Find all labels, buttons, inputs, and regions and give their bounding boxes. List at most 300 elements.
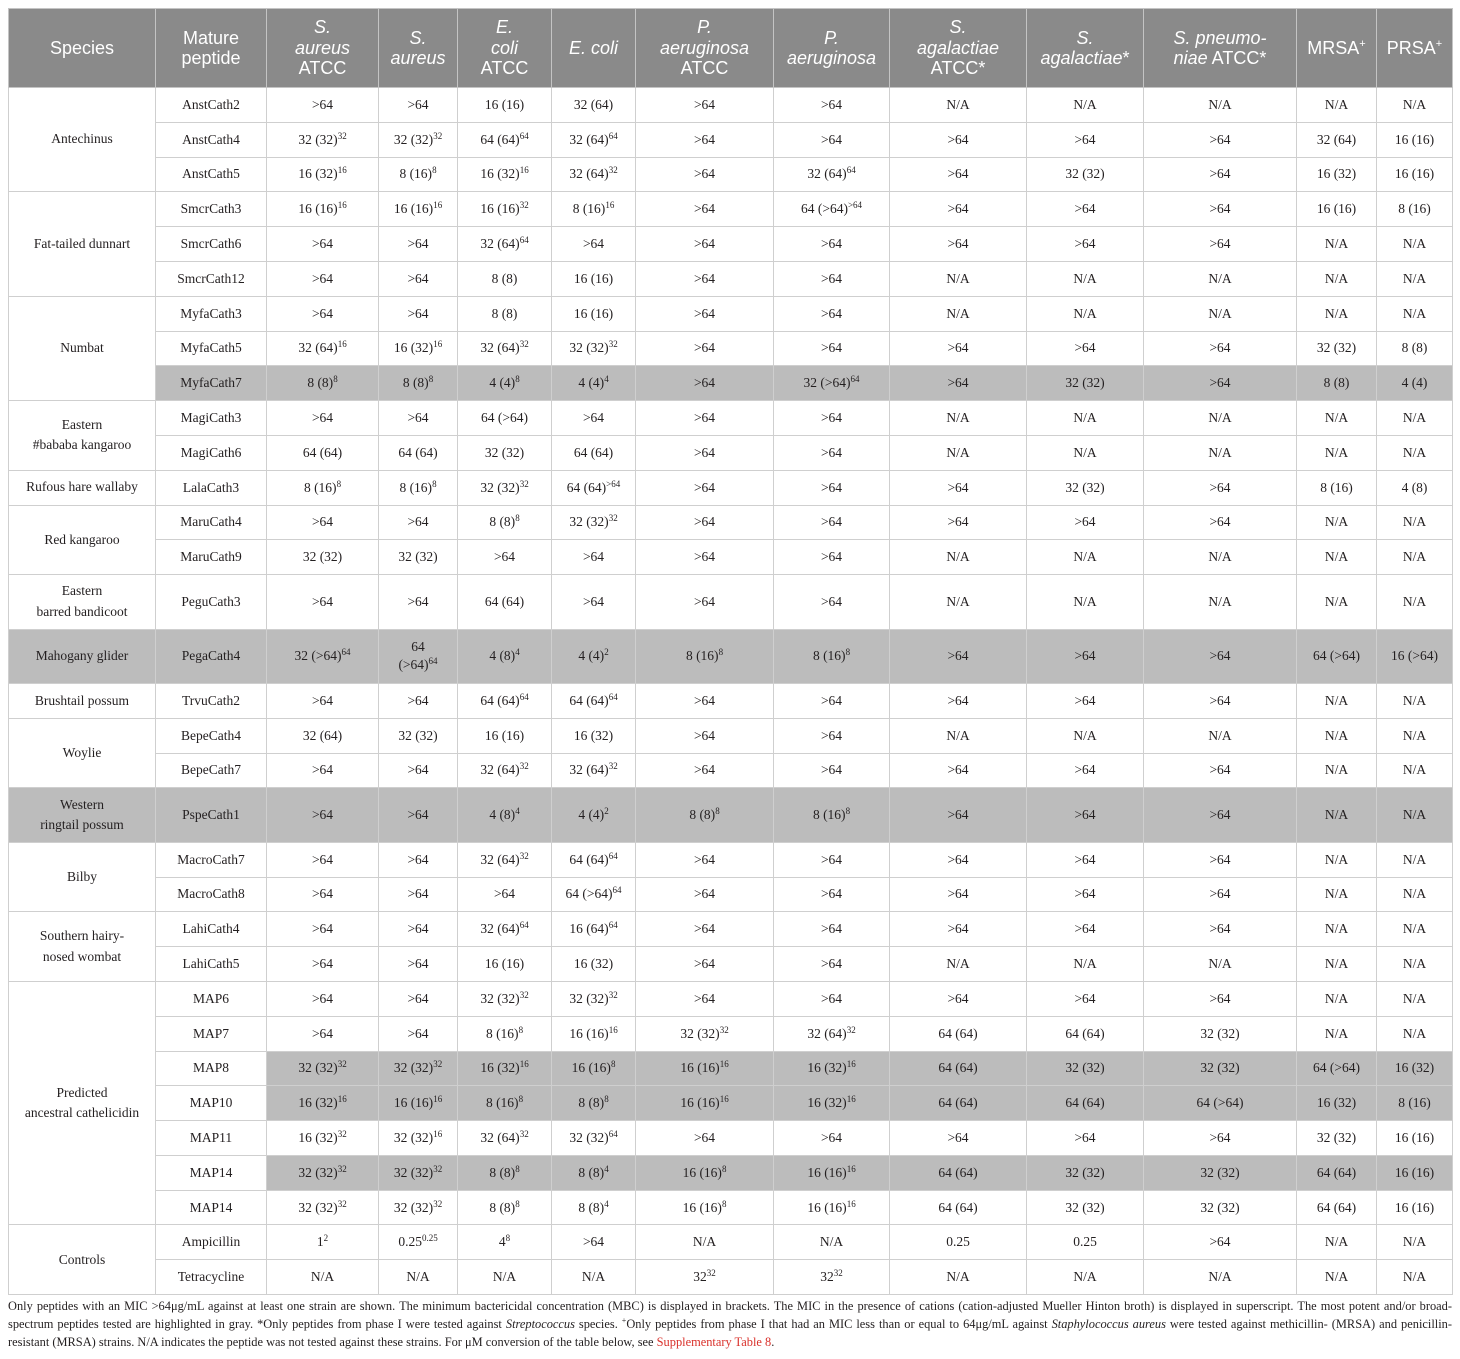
supplementary-table-link[interactable]: Supplementary Table 8 — [656, 1335, 772, 1349]
cell-s-agalactiae-atcc — [890, 505, 1027, 540]
cell-e-coli — [552, 122, 636, 157]
cell-s-aureus — [379, 261, 458, 296]
cell-value: >64 — [1074, 921, 1096, 937]
cell-value: 64 (64) — [302, 444, 343, 460]
cell-value: 64 (>64) — [398, 639, 429, 673]
header-text: ATCC* — [930, 58, 986, 79]
cell-value: >64 — [693, 851, 716, 867]
table-row — [9, 718, 1453, 753]
peptide-cell — [156, 947, 267, 982]
cell-p-aeruginosa-atcc — [636, 877, 774, 912]
cell-value: 32 (32) — [1065, 1060, 1105, 1076]
cell-prsa — [1377, 192, 1453, 227]
cell-value: 8 (16) — [399, 479, 433, 495]
cell-prsa — [1377, 1121, 1453, 1156]
cell-value: >64 — [1209, 375, 1231, 391]
cell-mrsa — [1297, 753, 1377, 788]
cell-s-aureus-atcc — [267, 788, 379, 842]
cell-s-aureus-atcc — [267, 470, 379, 505]
cell-e-coli-atcc — [458, 227, 552, 262]
cell-s-aureus — [379, 435, 458, 470]
peptide-name: MAP6 — [192, 990, 229, 1006]
cell-p-aeruginosa — [774, 401, 890, 436]
cell-s-pneumoniae-atcc — [1144, 540, 1297, 575]
table-row — [9, 366, 1453, 401]
peptide-cell — [156, 575, 267, 629]
cell-superscript: 32 — [608, 513, 618, 524]
cell-superscript: 8 — [515, 513, 520, 524]
cell-value: >64 — [1074, 1129, 1096, 1145]
cell-s-pneumoniae-atcc — [1144, 753, 1297, 788]
cell-prsa — [1377, 470, 1453, 505]
cell-prsa — [1377, 718, 1453, 753]
table-row — [9, 1051, 1453, 1086]
cell-e-coli-atcc — [458, 1121, 552, 1156]
cell-value: >64 — [1209, 692, 1231, 708]
cell-value: >64 — [947, 236, 969, 252]
cell-value: >64 — [820, 236, 843, 252]
cell-value: >64 — [820, 727, 843, 743]
cell-s-agalactiae — [1027, 1225, 1144, 1260]
cell-s-pneumoniae-atcc — [1144, 912, 1297, 947]
cell-value: N/A — [946, 549, 970, 565]
cell-e-coli — [552, 540, 636, 575]
peptide-cell — [156, 912, 267, 947]
header-text: S. — [949, 17, 967, 38]
header-text: coli — [490, 37, 518, 58]
cell-p-aeruginosa-atcc — [636, 1051, 774, 1086]
cell-value: 32 (32) — [393, 1199, 434, 1215]
cell-value: N/A — [1073, 956, 1097, 971]
cell-p-aeruginosa — [774, 505, 890, 540]
cell-e-coli — [552, 331, 636, 366]
cell-value: >64 — [693, 479, 716, 495]
header-text: aureus — [294, 37, 351, 58]
cell-s-agalactiae-atcc — [890, 296, 1027, 331]
cell-superscript: 4 — [515, 806, 520, 817]
cell-s-agalactiae — [1027, 331, 1144, 366]
cell-value: N/A — [1402, 990, 1427, 1006]
cell-superscript: 32 — [608, 339, 618, 350]
header-line — [269, 17, 376, 38]
cell-value: 32 (64) — [298, 340, 338, 356]
cell-superscript: 64 — [428, 656, 438, 667]
cell-value: 16 (16) — [680, 1060, 720, 1076]
species-cell — [9, 192, 156, 296]
peptide-name: MyfaCath5 — [180, 340, 242, 356]
table-row — [9, 505, 1453, 540]
cell-prsa — [1377, 88, 1453, 123]
cell-s-pneumoniae-atcc — [1144, 1086, 1297, 1121]
peptide-cell — [156, 753, 267, 788]
header-text: agalactiae — [1040, 48, 1123, 68]
cell-value: 32 (32) — [393, 131, 434, 147]
cell-value: >64 — [311, 956, 334, 971]
peptide-cell — [156, 296, 267, 331]
cell-value: >64 — [1074, 131, 1096, 147]
cell-mrsa — [1297, 981, 1377, 1016]
cell-s-aureus-atcc — [267, 88, 379, 123]
cell-value: N/A — [1402, 692, 1427, 708]
cell-value: 8 (8) — [578, 1199, 605, 1215]
cell-superscript: 8 — [428, 374, 434, 385]
cell-s-pneumoniae-atcc — [1144, 1121, 1297, 1156]
cell-mrsa — [1297, 575, 1377, 629]
cell-e-coli-atcc — [458, 470, 552, 505]
cell-s-aureus-atcc — [267, 981, 379, 1016]
cell-p-aeruginosa — [774, 842, 890, 877]
cell-value: 64 (64) — [480, 692, 520, 708]
caption-plus-mark: + — [621, 1316, 627, 1325]
cell-value: 32 (32) — [302, 549, 343, 565]
table-row — [9, 227, 1453, 262]
species-name: Eastern — [61, 583, 103, 599]
cell-value: >64 — [1209, 340, 1231, 356]
cell-value: 16 (16) — [1394, 1164, 1435, 1180]
cell-s-aureus — [379, 88, 458, 123]
cell-s-agalactiae — [1027, 88, 1144, 123]
cell-value: N/A — [1324, 886, 1349, 902]
cell-value: 32 (32) — [393, 1129, 434, 1145]
cell-p-aeruginosa-atcc — [636, 227, 774, 262]
cell-s-agalactiae-atcc — [890, 1086, 1027, 1121]
cell-superscript: 16 — [846, 1059, 856, 1070]
cell-value: N/A — [1208, 444, 1232, 460]
table-row — [9, 575, 1453, 629]
table-row — [9, 296, 1453, 331]
cell-mrsa — [1297, 366, 1377, 401]
cell-s-aureus-atcc — [267, 842, 379, 877]
cell-value: >64 — [1074, 886, 1096, 902]
cell-value: 32 (32) — [1065, 1164, 1105, 1180]
header-row — [9, 9, 1453, 88]
cell-value: >64 — [693, 514, 716, 530]
cell-value: >64 — [947, 201, 969, 217]
cell-e-coli-atcc — [458, 1086, 552, 1121]
header-species — [9, 9, 156, 88]
cell-s-agalactiae-atcc — [890, 261, 1027, 296]
cell-e-coli — [552, 1260, 636, 1295]
cell-s-pneumoniae-atcc — [1144, 1051, 1297, 1086]
cell-value: >64 — [820, 990, 843, 1006]
cell-p-aeruginosa — [774, 261, 890, 296]
cell-value: >64 — [1209, 990, 1231, 1006]
peptide-cell — [156, 1225, 267, 1260]
header-text: E. coli — [568, 37, 619, 58]
cell-value: 32 (32) — [1316, 1129, 1357, 1145]
cell-superscript: 32 — [833, 1268, 843, 1279]
cell-p-aeruginosa-atcc — [636, 366, 774, 401]
cell-s-aureus-atcc — [267, 947, 379, 982]
cell-value: 0.25 — [946, 1234, 970, 1250]
cell-value: 32 (32) — [1065, 479, 1105, 495]
cell-value: N/A — [1402, 851, 1427, 867]
cell-mrsa — [1297, 842, 1377, 877]
cell-s-aureus-atcc — [267, 435, 379, 470]
cell-s-aureus — [379, 947, 458, 982]
species-name: Bilby — [66, 868, 97, 884]
cell-value: 64 (>64) — [481, 410, 528, 426]
cell-value: 16 (16) — [573, 270, 614, 286]
cell-value: >64 — [582, 593, 605, 609]
header-line — [381, 48, 455, 69]
cell-s-aureus-atcc — [267, 1155, 379, 1190]
table-row — [9, 1155, 1453, 1190]
cell-s-aureus — [379, 788, 458, 842]
cell-mrsa — [1297, 192, 1377, 227]
cell-superscript: 8 — [610, 1059, 616, 1070]
cell-value: N/A — [1324, 692, 1349, 708]
cell-s-pneumoniae-atcc — [1144, 842, 1297, 877]
cell-value: >64 — [407, 1025, 429, 1041]
cell-p-aeruginosa-atcc — [636, 788, 774, 842]
cell-value: N/A — [1073, 727, 1097, 743]
cell-p-aeruginosa — [774, 331, 890, 366]
cell-value: >64 — [407, 410, 429, 426]
cell-s-agalactiae — [1027, 157, 1144, 192]
cell-s-agalactiae-atcc — [890, 981, 1027, 1016]
cell-s-agalactiae-atcc — [890, 435, 1027, 470]
cell-s-agalactiae-atcc — [890, 122, 1027, 157]
cell-value: 16 (32) — [1394, 1060, 1435, 1076]
cell-value: 64 (64) — [938, 1025, 978, 1041]
cell-e-coli-atcc — [458, 157, 552, 192]
cell-value: >64 — [693, 444, 716, 460]
cell-value: >64 — [820, 1129, 843, 1145]
cell-value: >64 — [820, 851, 843, 867]
cell-e-coli — [552, 788, 636, 842]
header-e-coli-atcc — [458, 9, 552, 88]
cell-p-aeruginosa-atcc — [636, 1086, 774, 1121]
header-line — [554, 38, 633, 59]
cell-prsa — [1377, 122, 1453, 157]
header-text: S. — [313, 17, 331, 38]
cell-value: 32 (32) — [569, 990, 609, 1006]
cell-value: 16 (16) — [807, 1164, 847, 1180]
peptide-name: MAP11 — [189, 1129, 233, 1145]
cell-value: 8 (16) — [1398, 1095, 1431, 1111]
cell-e-coli-atcc — [458, 435, 552, 470]
cell-value: >64 — [947, 886, 969, 902]
header-text: S. — [409, 27, 427, 48]
cell-value: N/A — [946, 593, 970, 609]
cell-s-agalactiae-atcc — [890, 788, 1027, 842]
cell-value: N/A — [1073, 96, 1097, 112]
cell-superscript: 16 — [337, 1094, 347, 1105]
cell-s-aureus — [379, 1155, 458, 1190]
cell-prsa — [1377, 981, 1453, 1016]
cell-value: 16 (16) — [1394, 1199, 1435, 1215]
cell-value: >64 — [407, 807, 429, 823]
header-mrsa — [1297, 9, 1377, 88]
peptide-name: MagiCath3 — [180, 410, 242, 426]
cell-value: >64 — [820, 593, 843, 609]
cell-value: >64 — [693, 549, 716, 565]
cell-s-pneumoniae-atcc — [1144, 1260, 1297, 1295]
cell-mrsa — [1297, 877, 1377, 912]
cell-value: N/A — [1402, 236, 1427, 252]
peptide-name: MAP8 — [192, 1060, 229, 1076]
species-cell — [9, 505, 156, 575]
cell-s-aureus — [379, 227, 458, 262]
cell-value: 32 (32) — [1065, 166, 1105, 182]
cell-value: N/A — [1324, 1234, 1349, 1250]
cell-e-coli-atcc — [458, 1016, 552, 1051]
cell-value: 16 (32) — [298, 1129, 338, 1145]
table-row — [9, 629, 1453, 683]
peptide-name: MacroCath8 — [177, 886, 245, 902]
peptide-name: PspeCath1 — [182, 807, 240, 823]
header-text: niae — [1173, 48, 1208, 68]
cell-s-pneumoniae-atcc — [1144, 470, 1297, 505]
cell-value: N/A — [1402, 1234, 1427, 1250]
cell-superscript: 32 — [519, 761, 529, 772]
cell-s-aureus-atcc — [267, 1051, 379, 1086]
cell-value: 16 (16) — [1394, 166, 1435, 182]
header-text: Species — [49, 37, 115, 58]
cell-e-coli-atcc — [458, 192, 552, 227]
header-line — [381, 28, 455, 49]
cell-value: N/A — [1402, 305, 1427, 321]
cell-superscript: 64 — [846, 165, 856, 176]
cell-value: 32 (32) — [569, 340, 609, 356]
peptide-name: MaruCath4 — [180, 514, 242, 530]
species-name: Brushtail possum — [34, 692, 130, 708]
cell-superscript: 16 — [433, 339, 443, 350]
cell-value: N/A — [1324, 514, 1349, 530]
cell-value: N/A — [406, 1269, 430, 1285]
cell-mrsa — [1297, 122, 1377, 157]
cell-value: N/A — [946, 444, 970, 460]
cell-s-agalactiae — [1027, 435, 1144, 470]
cell-superscript: 8 — [845, 647, 851, 658]
cell-mrsa — [1297, 331, 1377, 366]
cell-value: N/A — [1402, 1269, 1427, 1285]
cell-value: 16 (16) — [680, 1095, 720, 1111]
cell-value: 32 (32) — [480, 990, 520, 1006]
cell-s-agalactiae — [1027, 1051, 1144, 1086]
cell-value: N/A — [1402, 410, 1427, 426]
cell-s-agalactiae — [1027, 540, 1144, 575]
cell-value: 16 (16) — [682, 1199, 722, 1215]
cell-value: N/A — [1324, 956, 1349, 971]
cell-p-aeruginosa — [774, 981, 890, 1016]
peptide-cell — [156, 366, 267, 401]
cell-value: >64 — [693, 270, 716, 286]
species-name: nosed wombat — [42, 948, 122, 964]
cell-s-aureus — [379, 122, 458, 157]
cell-value: >64 — [1074, 648, 1096, 664]
cell-value: >64 — [311, 236, 334, 252]
species-name: Antechinus — [51, 131, 113, 147]
cell-value: >64 — [1209, 514, 1231, 530]
cell-value: >64 — [1209, 1234, 1231, 1250]
cell-p-aeruginosa-atcc — [636, 1016, 774, 1051]
table-row — [9, 88, 1453, 123]
cell-value: 16 (>64) — [1391, 648, 1438, 664]
cell-value: N/A — [1073, 305, 1097, 321]
cell-value: >64 — [820, 886, 843, 902]
cell-value: 32 (32) — [1200, 1025, 1240, 1041]
cell-value: >64 — [311, 410, 334, 426]
cell-value: 32 (32) — [1200, 1199, 1240, 1215]
cell-p-aeruginosa-atcc — [636, 683, 774, 718]
cell-value: 8 (8) — [689, 807, 716, 823]
cell-value: >64 — [947, 479, 969, 495]
cell-value: >64 — [947, 762, 969, 778]
cell-p-aeruginosa-atcc — [636, 505, 774, 540]
cell-e-coli-atcc — [458, 842, 552, 877]
cell-value: >64 — [311, 990, 334, 1006]
cell-s-aureus — [379, 540, 458, 575]
cell-e-coli — [552, 629, 636, 683]
cell-value: >64 — [693, 201, 716, 217]
cell-s-aureus-atcc — [267, 912, 379, 947]
cell-s-pneumoniae-atcc — [1144, 575, 1297, 629]
cell-value: >64 — [407, 514, 429, 530]
cell-s-agalactiae-atcc — [890, 1155, 1027, 1190]
cell-superscript: 16 — [605, 200, 615, 211]
header-text: P. — [697, 17, 712, 38]
cell-value: >64 — [947, 990, 969, 1006]
cell-value: >64 — [693, 131, 716, 147]
table-row — [9, 877, 1453, 912]
cell-s-agalactiae-atcc — [890, 842, 1027, 877]
cell-p-aeruginosa — [774, 1260, 890, 1295]
cell-value: >64 — [947, 921, 969, 937]
cell-value: 32 — [693, 1269, 707, 1285]
header-mature-peptide — [156, 9, 267, 88]
species-cell — [9, 629, 156, 683]
cell-p-aeruginosa — [774, 1155, 890, 1190]
cell-superscript: >64 — [847, 200, 863, 211]
cell-s-agalactiae-atcc — [890, 88, 1027, 123]
cell-value: N/A — [1208, 727, 1232, 743]
peptide-name: MAP14 — [189, 1164, 233, 1180]
cell-s-aureus — [379, 192, 458, 227]
cell-value: >64 — [311, 305, 334, 321]
cell-value: N/A — [1208, 549, 1232, 565]
cell-prsa — [1377, 629, 1453, 683]
cell-value: >64 — [407, 762, 429, 778]
header-s-pneumoniae-atcc — [1144, 9, 1297, 88]
cell-prsa — [1377, 505, 1453, 540]
cell-superscript: 32 — [433, 1059, 443, 1070]
cell-value: >64 — [1209, 131, 1231, 147]
cell-s-agalactiae — [1027, 981, 1144, 1016]
header-text: + — [1435, 37, 1443, 50]
peptide-cell — [156, 88, 267, 123]
cell-superscript: 16 — [608, 1024, 618, 1035]
cell-e-coli — [552, 470, 636, 505]
cell-value: 64 (64) — [938, 1199, 978, 1215]
table-row — [9, 435, 1453, 470]
peptide-cell — [156, 122, 267, 157]
cell-value: N/A — [946, 270, 970, 286]
cell-value: N/A — [1402, 96, 1427, 112]
table-row — [9, 157, 1453, 192]
cell-value: N/A — [1402, 1025, 1427, 1041]
cell-e-coli-atcc — [458, 1155, 552, 1190]
cell-mrsa — [1297, 683, 1377, 718]
cell-e-coli-atcc — [458, 366, 552, 401]
peptide-cell — [156, 981, 267, 1016]
cell-value: N/A — [1208, 305, 1232, 321]
cell-value: 16 (64) — [569, 921, 609, 937]
table-row — [9, 1086, 1453, 1121]
cell-value: >64 — [947, 692, 969, 708]
cell-value: 64 (64) — [569, 692, 609, 708]
